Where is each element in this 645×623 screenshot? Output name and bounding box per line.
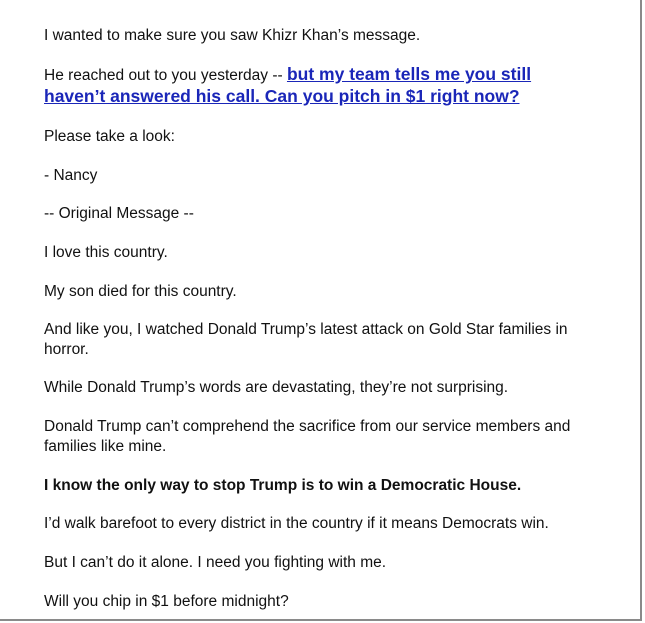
walk-barefoot-text: I’d walk barefoot to every district in the country if it means Democrats win.	[44, 515, 549, 532]
son-died-text: My son died for this country.	[44, 283, 237, 300]
devastating-text: While Donald Trump’s words are devastating, they’re not surprising.	[44, 379, 509, 396]
comprehend-text: Donald Trump can’t comprehend the sacrifice from our service members and families like mine.	[44, 418, 571, 455]
reached-out-text: He reached out to you yesterday --	[44, 67, 287, 84]
chip-in-text: Will you chip in $1 before midnight?	[44, 593, 289, 610]
take-a-look-text: Please take a look:	[44, 128, 175, 145]
signoff-text: - Nancy	[44, 167, 98, 184]
only-way-text: I know the only way to stop Trump is to win a Democratic House.	[44, 477, 522, 494]
reached-out-paragraph	[44, 64, 584, 108]
love-country-text: I love this country.	[44, 244, 168, 261]
donate-link[interactable]: but my team tells me you still haven’t answered his call. Can you pitch in $1 right now?	[44, 64, 532, 106]
intro-text: I wanted to make sure you saw Khizr Khan’s message.	[44, 27, 421, 44]
original-message-header: -- Original Message --	[44, 205, 194, 222]
cant-alone-text: But I can’t do it alone. I need you fighting with me.	[44, 554, 387, 571]
watched-attack-text: And like you, I watched Donald Trump’s latest attack on Gold Star families in horror.	[44, 321, 568, 358]
